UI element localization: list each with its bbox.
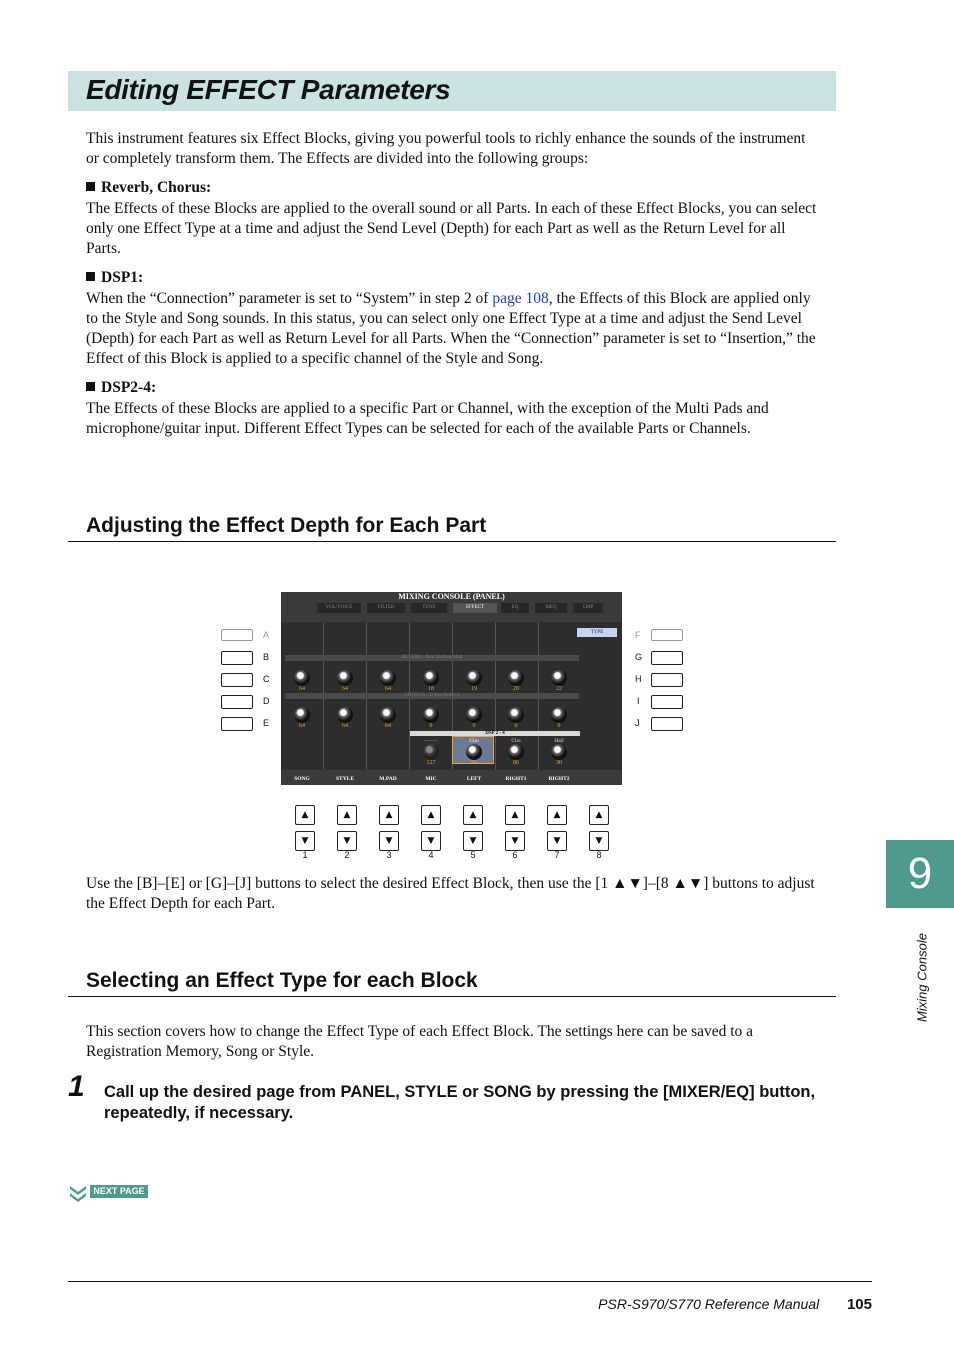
bullet-square-icon (86, 382, 95, 391)
dsp-value: 30 (556, 760, 562, 766)
bullet-square-icon (86, 272, 95, 281)
knob-icon[interactable] (466, 744, 482, 760)
bullet-square-icon (86, 182, 95, 191)
button-h[interactable] (651, 673, 683, 687)
mixing-console-screen (281, 592, 622, 785)
double-chevron-down-icon (68, 1184, 88, 1204)
reverb-value: 64 (299, 686, 305, 692)
tab-meq[interactable]: MEQ (535, 603, 567, 613)
group-heading-dsp1: DSP1: (86, 269, 143, 287)
knob-icon[interactable] (551, 707, 567, 723)
button-f[interactable] (651, 629, 683, 641)
label-h: H (635, 674, 642, 684)
chorus-value: 0 (429, 723, 433, 729)
button-d[interactable] (221, 695, 253, 709)
column-label-mpad: M.PAD (379, 776, 397, 782)
dsp-value: 56 (471, 760, 477, 766)
knob-icon (423, 744, 439, 760)
group-text-dsp1: When the “Connection” parameter is set to “System” in step 2 of page 108, the Effects of this Block are applied only to the Style and Song sounds. In this status, you can select only one Effect Type at a time and adjust the Send Level (Depth) for each Part as well as Return Level for all Parts. When the “Connection” parameter is set to “Insertion,” the Effect of this Block is applied to a specific channel of the Style and Song. (86, 290, 816, 367)
button-number: 6 (512, 850, 518, 860)
label-g: G (635, 652, 643, 662)
group-heading-reverb: Reverb, Chorus: (86, 179, 211, 197)
knob-icon[interactable] (380, 670, 396, 686)
knob-icon[interactable] (423, 670, 439, 686)
knob-icon[interactable] (551, 744, 567, 760)
button-i[interactable] (651, 695, 683, 709)
tab-vol-voice[interactable]: VOL/VOICE (317, 603, 361, 613)
up-button-5[interactable]: ▲ (463, 805, 483, 825)
up-button-2[interactable]: ▲ (337, 805, 357, 825)
knob-icon[interactable] (337, 670, 353, 686)
button-e[interactable] (221, 717, 253, 731)
dsp-type: Hall (554, 738, 564, 744)
chorus-value: 64 (299, 723, 305, 729)
reverb-value: 64 (385, 686, 391, 692)
knob-icon[interactable] (508, 670, 524, 686)
knob-icon[interactable] (466, 670, 482, 686)
title-bar (68, 71, 836, 111)
manual-name: PSR-S970/S770 Reference Manual (598, 1296, 820, 1312)
button-number: 3 (386, 850, 392, 860)
reverb-value: 20 (513, 686, 519, 692)
page-number: 105 (846, 1296, 872, 1313)
up-button-7[interactable]: ▲ (547, 805, 567, 825)
label-i: I (637, 696, 640, 706)
chapter-side-label: Mixing Console (914, 933, 930, 1022)
knob-icon[interactable] (466, 707, 482, 723)
knob-icon[interactable] (423, 707, 439, 723)
label-a: A (263, 630, 270, 640)
dsp-value: 127 (426, 760, 436, 766)
chorus-value: 64 (342, 723, 348, 729)
knob-icon[interactable] (337, 707, 353, 723)
tab-effect[interactable]: EFFECT (453, 603, 497, 613)
button-number: 7 (554, 850, 560, 860)
tab-filter[interactable]: FILTER (367, 603, 405, 613)
column-label-mic: MIC (425, 776, 437, 782)
instruction-paragraph: Use the [B]–[E] or [G]–[J] buttons to select the desired Effect Block, then use the [1 ▲▼]–[8 ▲▼] buttons to adjust the Effect Depth for each Part. (86, 875, 815, 912)
column-label-right1: RIGHT1 (505, 776, 527, 782)
reverb-value: 18 (428, 686, 434, 692)
label-e: E (263, 718, 270, 728)
step-text: Call up the desired page from PANEL, STYLE or SONG by pressing the [MIXER/EQ] button, repeatedly, if necessary. (104, 1083, 816, 1122)
button-number: 4 (428, 850, 434, 860)
tab-tune[interactable]: TUNE (411, 603, 447, 613)
dsp-type: --------- (424, 738, 438, 743)
column-label-right2: RIGHT2 (548, 776, 570, 782)
down-button-3[interactable]: ▼ (379, 831, 399, 851)
footer (520, 1296, 872, 1313)
down-button-6[interactable]: ▼ (505, 831, 525, 851)
down-button-2[interactable]: ▼ (337, 831, 357, 851)
button-number: 1 (302, 850, 308, 860)
dsp-type: Cho (511, 738, 521, 744)
label-f: F (635, 630, 641, 640)
step-number: 1 (68, 1070, 85, 1103)
type-button[interactable]: TYPE (577, 628, 617, 637)
dsp-type: Cho (469, 738, 479, 744)
group-text-dsp2-4: The Effects of these Blocks are applied to a specific Part or Channel, with the exception of the Multi Pads and microphone/guitar input. Different Effect Types can be selected for each of the available Parts or Channels. (86, 400, 769, 437)
intro-paragraph: This instrument features six Effect Blocks, giving you powerful tools to richly enhance the sounds of the instrument or completely transform them. The Effects are divided into the following groups: (86, 130, 806, 167)
up-button-3[interactable]: ▲ (379, 805, 399, 825)
column-label-left: LEFT (466, 776, 482, 782)
down-button-7[interactable]: ▼ (547, 831, 567, 851)
reverb-value: 19 (471, 686, 477, 692)
dsp-label: DSP 2 - 4 (410, 731, 580, 736)
up-button-1[interactable]: ▲ (295, 805, 315, 825)
screen-title: MIXING CONSOLE (PANEL) (398, 592, 505, 601)
page-108-link[interactable]: page 108 (492, 290, 549, 307)
tab-cmp[interactable]: CMP (573, 603, 603, 613)
group-text-reverb: The Effects of these Blocks are applied to the overall sound or all Parts. In each of these Effect Blocks, you can select only one Effect Type at a time and adjust the Send Level (Depth) for each Part as well as the Return Level for all Parts. (86, 200, 817, 257)
knob-icon[interactable] (551, 670, 567, 686)
chapter-tab (886, 840, 954, 908)
button-j[interactable] (651, 717, 683, 731)
reverb-value: 64 (342, 686, 348, 692)
button-number: 2 (344, 850, 350, 860)
label-b: B (263, 652, 270, 662)
up-button-8[interactable]: ▲ (589, 805, 609, 825)
knob-icon[interactable] (294, 707, 310, 723)
down-button-1[interactable]: ▼ (295, 831, 315, 851)
chorus-value: 64 (385, 723, 391, 729)
column-label-song: SONG (294, 776, 310, 782)
button-a[interactable] (221, 629, 253, 641)
next-page-badge[interactable]: NEXT PAGE (90, 1185, 148, 1198)
label-j: J (635, 718, 640, 728)
chorus-value: 0 (557, 723, 561, 729)
button-number: 5 (470, 850, 476, 860)
section-heading-effect-type: Selecting an Effect Type for each Block (68, 966, 836, 997)
tab-eq[interactable]: EQ (501, 603, 529, 613)
reverb-row-label: REVERB : Real Medium Hall (285, 655, 579, 661)
button-g[interactable] (651, 651, 683, 665)
down-button-8[interactable]: ▼ (589, 831, 609, 851)
chorus-row-label: CHORUS : Tempo Delay 1 (285, 693, 579, 699)
chorus-value: 0 (514, 723, 518, 729)
group-heading-dsp2-4: DSP2-4: (86, 379, 156, 397)
section2-paragraph: This section covers how to change the Effect Type of each Effect Block. The settings here can be saved to a Registration Memory, Song or Style. (86, 1023, 754, 1060)
footer-rule (68, 1281, 872, 1282)
knob-icon[interactable] (294, 670, 310, 686)
knob-icon[interactable] (508, 744, 524, 760)
column-label-style: STYLE (335, 776, 355, 782)
up-button-6[interactable]: ▲ (505, 805, 525, 825)
page-title: Editing EFFECT Parameters (86, 74, 451, 105)
reverb-value: 22 (556, 686, 562, 692)
label-c: C (263, 674, 270, 684)
up-button-4[interactable]: ▲ (421, 805, 441, 825)
chorus-value: 0 (472, 723, 476, 729)
dsp-value: 86 (513, 760, 519, 766)
down-button-5[interactable]: ▼ (463, 831, 483, 851)
button-c[interactable] (221, 673, 253, 687)
button-b[interactable] (221, 651, 253, 665)
label-d: D (263, 696, 270, 706)
section-heading-effect-depth: Adjusting the Effect Depth for Each Part (68, 511, 836, 542)
knob-icon[interactable] (380, 707, 396, 723)
knob-icon[interactable] (508, 707, 524, 723)
chapter-number: 9 (907, 849, 933, 898)
down-button-4[interactable]: ▼ (421, 831, 441, 851)
button-number: 8 (596, 850, 602, 860)
